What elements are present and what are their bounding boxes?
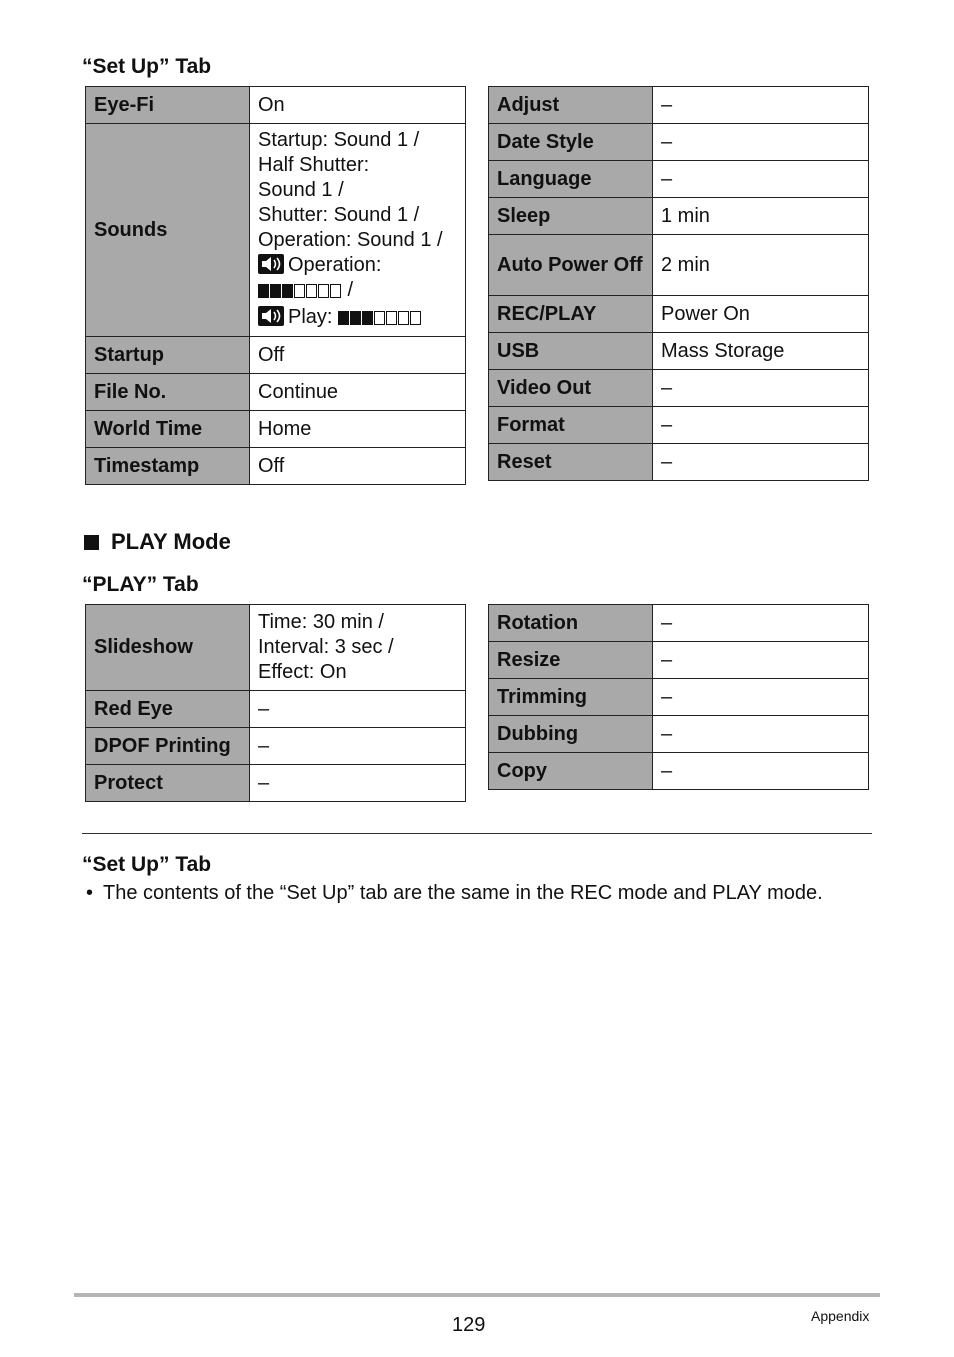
table-row [489,407,869,444]
table-row [489,87,869,124]
square-bullet-icon [84,535,99,550]
table-row [489,296,869,333]
play-left-table [85,604,466,802]
setting-name: Timestamp [86,448,250,485]
speaker-icon [258,306,284,326]
table-row [489,753,869,790]
setting-value: Off [250,448,466,485]
table-row [489,605,869,642]
setting-name: Copy [489,753,653,790]
sounds-line: Operation: Sound 1 / [258,229,443,251]
setting-name: Rotation [489,605,653,642]
setting-value: – [653,124,869,161]
setting-name: Date Style [489,124,653,161]
table-row [489,235,869,296]
table-row [86,765,466,802]
setting-name: Format [489,407,653,444]
setting-value: Power On [653,296,869,333]
volume-play-label: Play: [288,306,333,328]
setup-note-text: The contents of the “Set Up” tab are the same in the REC mode and PLAY mode. [103,882,823,904]
table-row [86,728,466,765]
volume-separator: / [342,279,354,301]
setting-value: – [653,679,869,716]
volume-operation-line [258,253,457,278]
setting-value: – [250,765,466,802]
setting-name: File No. [86,374,250,411]
setting-value: – [653,605,869,642]
slideshow-line: Time: 30 min / [258,611,384,633]
sounds-line: Half Shutter: [258,154,370,176]
setting-value: – [653,370,869,407]
setting-name: Dubbing [489,716,653,753]
speaker-icon [258,254,284,274]
table-row [489,716,869,753]
setting-name: DPOF Printing [86,728,250,765]
table-row [489,161,869,198]
play-tab-heading: “PLAY” Tab [82,573,199,596]
footer-rule [74,1293,880,1297]
setup-left-table [85,86,466,485]
setting-value: – [653,716,869,753]
play-mode-title: PLAY Mode [111,529,231,554]
setting-name: USB [489,333,653,370]
table-row [86,337,466,374]
setting-name: Auto Power Off [489,235,653,296]
play-right-table [488,604,869,790]
setting-value: Home [250,411,466,448]
table-row [489,444,869,481]
setting-name: World Time [86,411,250,448]
volume-level-indicator [258,280,342,305]
setting-name: Sounds [86,124,250,337]
play-mode-heading [84,529,231,555]
setting-name: Protect [86,765,250,802]
setting-value: – [653,753,869,790]
setting-value: Continue [250,374,466,411]
table-row [489,642,869,679]
setting-value: – [653,407,869,444]
table-row [86,124,466,337]
sounds-value [250,124,466,337]
setting-name: Video Out [489,370,653,407]
table-row [86,374,466,411]
table-row [489,124,869,161]
setting-name: Sleep [489,198,653,235]
table-row [86,605,466,691]
slideshow-line: Interval: 3 sec / [258,636,394,658]
setting-value: – [653,161,869,198]
setting-name: Adjust [489,87,653,124]
table-row [489,679,869,716]
table-row [86,691,466,728]
volume-operation-level-line [258,278,457,305]
setting-name: Reset [489,444,653,481]
slideshow-value [250,605,466,691]
setup-right-table [488,86,869,481]
setup-tab-heading: “Set Up” Tab [82,55,212,78]
table-row [489,370,869,407]
setting-value: – [653,444,869,481]
setting-name: Red Eye [86,691,250,728]
setting-name: Startup [86,337,250,374]
setting-value: Off [250,337,466,374]
volume-operation-label: Operation: [288,254,382,276]
table-row [86,411,466,448]
sounds-line: Sound 1 / [258,179,344,201]
setting-name: REC/PLAY [489,296,653,333]
setting-value: Mass Storage [653,333,869,370]
volume-level-indicator [338,307,422,332]
setting-name: Eye-Fi [86,87,250,124]
setting-value: On [250,87,466,124]
table-row [86,87,466,124]
table-row [489,198,869,235]
setup-note [86,881,823,905]
setting-value: – [653,87,869,124]
setting-name: Slideshow [86,605,250,691]
page-number: 129 [452,1314,486,1336]
setting-name: Resize [489,642,653,679]
slideshow-line: Effect: On [258,661,347,683]
table-row [489,333,869,370]
section-name: Appendix [811,1308,870,1324]
setting-name: Trimming [489,679,653,716]
sounds-line: Shutter: Sound 1 / [258,204,420,226]
sounds-line: Startup: Sound 1 / [258,129,420,151]
setup-note-heading: “Set Up” Tab [82,853,212,876]
section-divider [82,833,872,834]
table-row [86,448,466,485]
volume-play-line [258,305,457,332]
setting-value: 1 min [653,198,869,235]
setting-value: – [653,642,869,679]
setting-value: 2 min [653,235,869,296]
setting-value: – [250,728,466,765]
setting-name: Language [489,161,653,198]
setting-value: – [250,691,466,728]
bullet-dot: • [86,882,94,904]
